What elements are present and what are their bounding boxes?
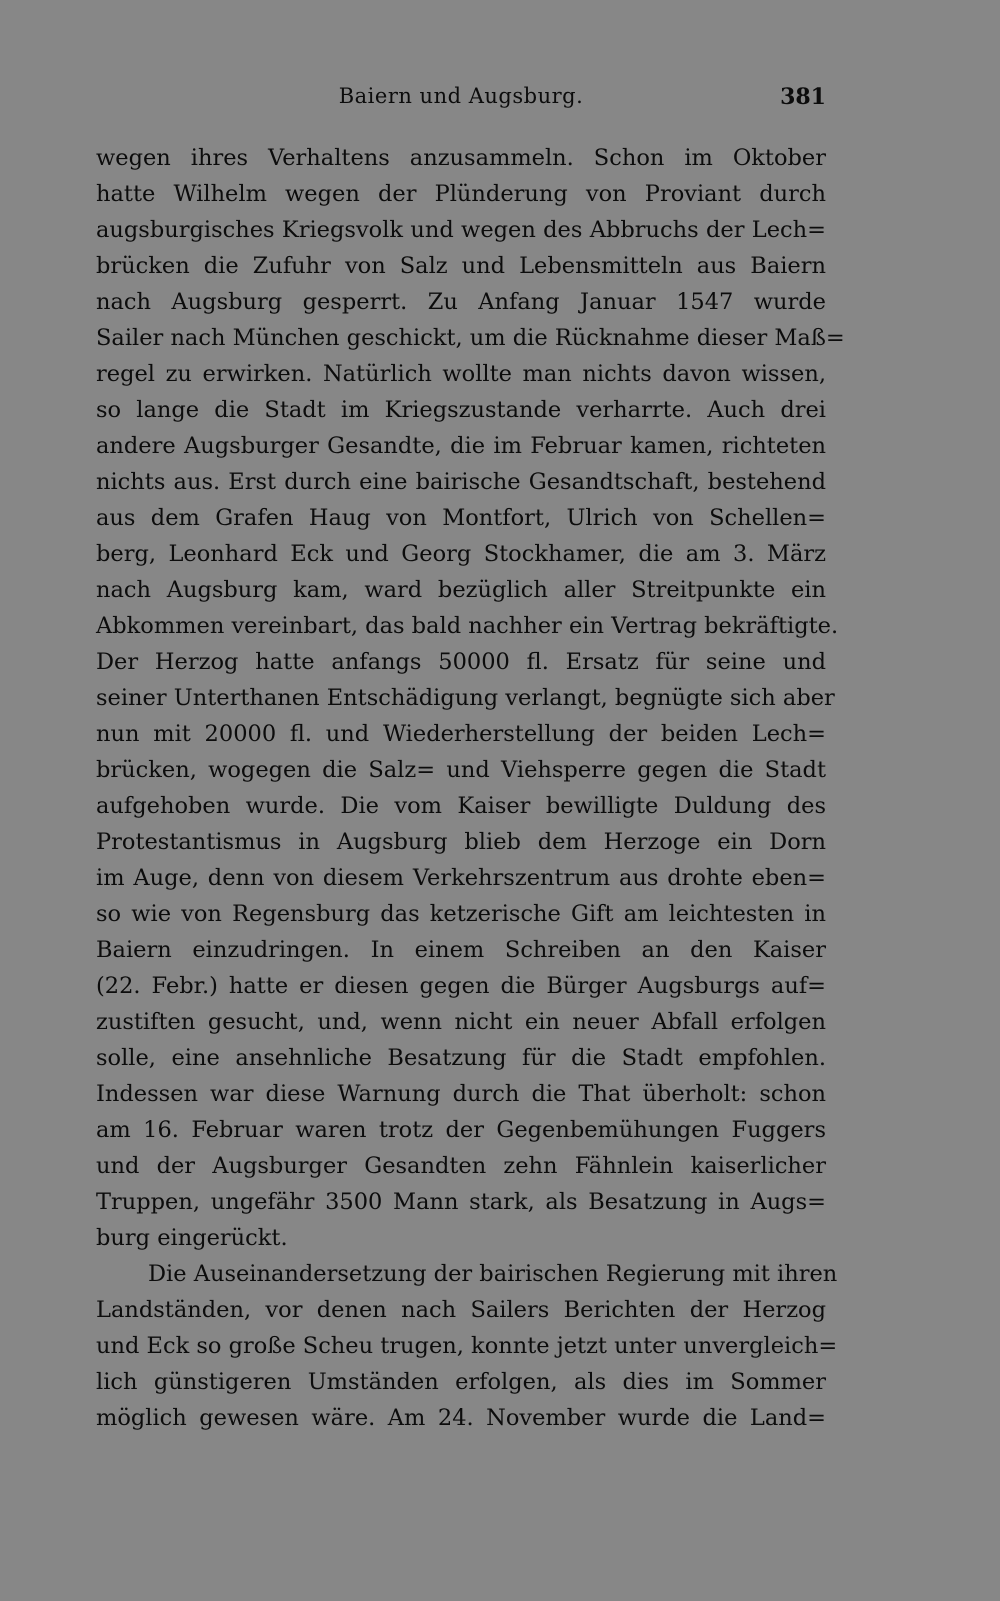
text-line: aufgehoben wurde. Die vom Kaiser bewilligte Duldung des <box>96 793 826 819</box>
text-line: wegen ihres Verhaltens anzusammeln. Schon im Oktober <box>96 145 826 171</box>
text-line: brücken, wogegen die Salz= und Viehsperre gegen die Stadt <box>96 757 826 783</box>
text-line: lich günstigeren Umständen erfolgen, als dies im Sommer <box>96 1369 826 1395</box>
text-line: aus dem Grafen Haug von Montfort, Ulrich von Schellen= <box>96 505 826 531</box>
text-line: solle, eine ansehnliche Besatzung für die Stadt empfohlen. <box>96 1045 826 1071</box>
text-line: Sailer nach München geschickt, um die Rücknahme dieser Maß= <box>96 325 845 351</box>
text-line: und Eck so große Scheu trugen, konnte jetzt unter unvergleich= <box>96 1333 838 1359</box>
text-line: seiner Unterthanen Entschädigung verlangt, begnügte sich aber <box>96 685 835 711</box>
text-line: Abkommen vereinbart, das bald nachher ein Vertrag bekräftigte. <box>96 613 839 639</box>
running-head <box>96 84 826 120</box>
page-number: 381 <box>780 84 826 110</box>
paragraph <box>96 1256 838 1436</box>
text-line: augsburgisches Kriegsvolk und wegen des Abbruchs der Lech= <box>96 217 826 243</box>
text-line: nach Augsburg kam, ward bezüglich aller Streitpunkte ein <box>96 577 826 603</box>
text-line: andere Augsburger Gesandte, die im Februar kamen, richteten <box>96 433 826 459</box>
text-line: und der Augsburger Gesandten zehn Fähnlein kaiserlicher <box>96 1153 826 1179</box>
text-line: Baiern einzudringen. In einem Schreiben an den Kaiser <box>96 937 826 963</box>
text-line: so wie von Regensburg das ketzerische Gift am leichtesten in <box>96 901 826 927</box>
text-line: Landständen, vor denen nach Sailers Berichten der Herzog <box>96 1297 826 1323</box>
text-line: zustiften gesucht, und, wenn nicht ein neuer Abfall erfolgen <box>96 1009 826 1035</box>
paragraph <box>96 140 845 1256</box>
text-line: so lange die Stadt im Kriegszustande verharrte. Auch drei <box>96 397 826 423</box>
text-line: Protestantismus in Augsburg blieb dem Herzoge ein Dorn <box>96 829 826 855</box>
text-line: regel zu erwirken. Natürlich wollte man nichts davon wissen, <box>96 361 826 387</box>
body-text <box>96 140 845 1436</box>
text-line: am 16. Februar waren trotz der Gegenbemühungen Fuggers <box>96 1117 826 1143</box>
text-line: hatte Wilhelm wegen der Plünderung von Proviant durch <box>96 181 826 207</box>
text-line: Der Herzog hatte anfangs 50000 fl. Ersatz für seine und <box>96 649 826 675</box>
text-line: Die Auseinandersetzung der bairischen Regierung mit ihren <box>148 1261 838 1287</box>
text-line: (22. Febr.) hatte er diesen gegen die Bürger Augsburgs auf= <box>96 973 826 999</box>
text-line: nun mit 20000 fl. und Wiederherstellung der beiden Lech= <box>96 721 826 747</box>
text-line: berg, Leonhard Eck und Georg Stockhamer, die am 3. März <box>96 541 826 567</box>
text-line: nichts aus. Erst durch eine bairische Gesandtschaft, bestehend <box>96 469 826 495</box>
text-line: burg eingerückt. <box>96 1225 288 1251</box>
text-line: brücken die Zufuhr von Salz und Lebensmitteln aus Baiern <box>96 253 826 279</box>
running-title: Baiern und Augsburg. <box>338 84 584 108</box>
text-line: Truppen, ungefähr 3500 Mann stark, als Besatzung in Augs= <box>96 1189 826 1215</box>
text-line: im Auge, denn von diesem Verkehrszentrum aus drohte eben= <box>96 865 826 891</box>
text-line: Indessen war diese Warnung durch die That überholt: schon <box>96 1081 826 1107</box>
text-line: möglich gewesen wäre. Am 24. November wurde die Land= <box>96 1405 826 1431</box>
text-line: nach Augsburg gesperrt. Zu Anfang Januar 1547 wurde <box>96 289 826 315</box>
